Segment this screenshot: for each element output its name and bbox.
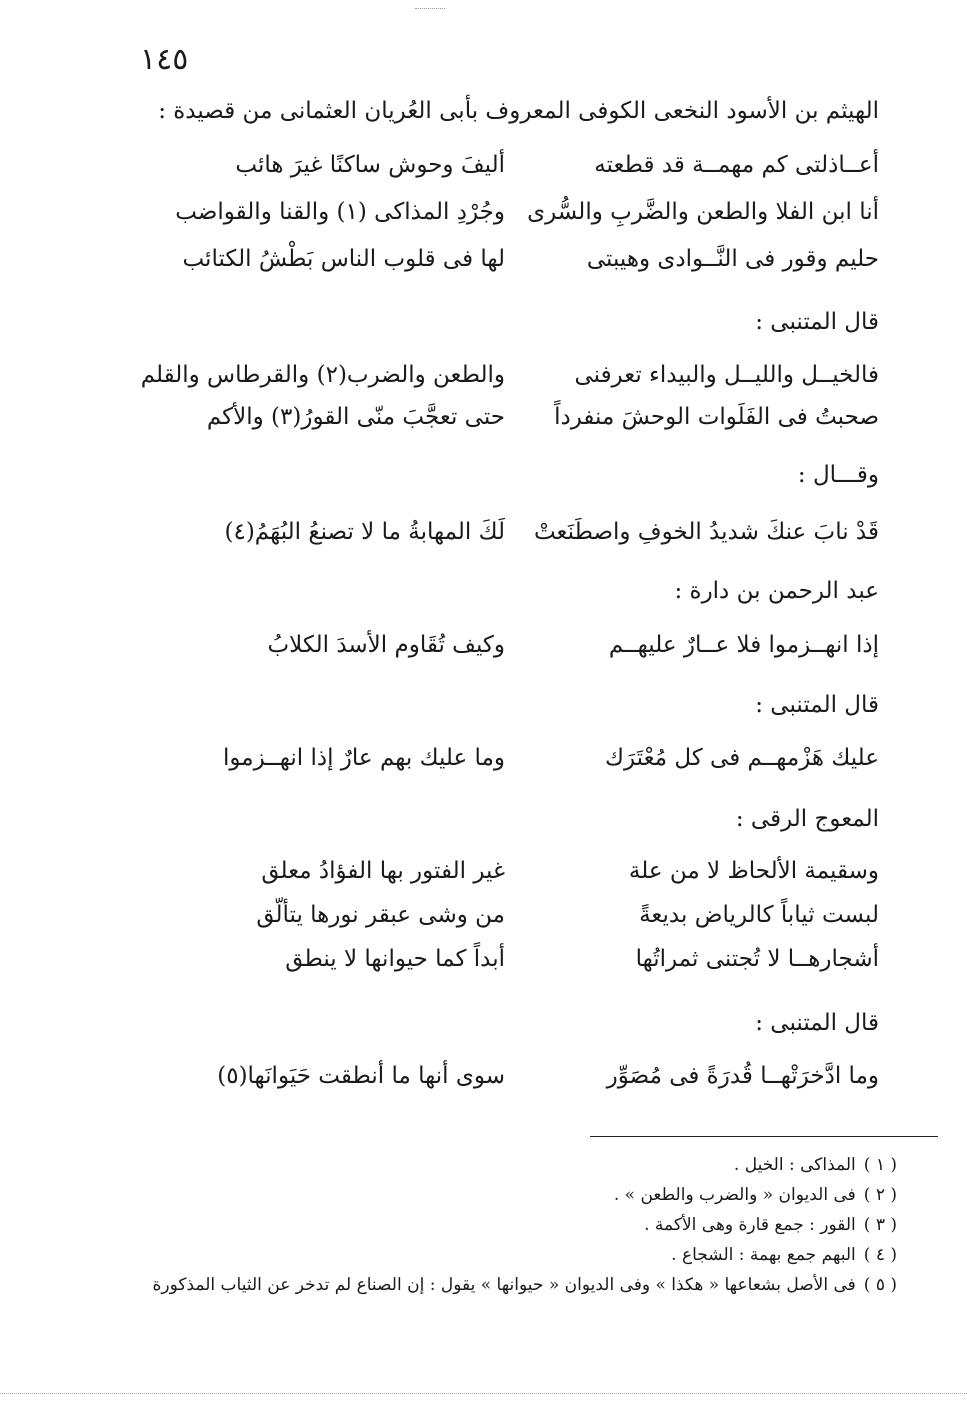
verse-line: [0, 902, 967, 942]
footnote-number: ( ٣ ): [863, 1215, 897, 1235]
verse-line: [0, 858, 967, 898]
footnote-text: القور : جمع قارة وهى الأكمة .: [644, 1215, 856, 1235]
footnote-separator: [590, 1136, 938, 1137]
verse-line: [0, 745, 967, 785]
section-heading: المعوج الرقى :: [735, 806, 879, 832]
footnote-text: فى الأصل بشعاعها « هكذا » وفى الديوان « حيوانها » يقول : إن الصناع لم تدخر عن الثياب المذكورة: [152, 1275, 856, 1295]
footnote-number: ( ٤ ): [863, 1245, 897, 1265]
second-hemistich: وجُرْدِ المذاكى (١) والقنا والقواضب: [175, 199, 505, 225]
first-hemistich: حليم وقور فى النَّــوادى وهيبتى: [586, 246, 879, 272]
section-heading: قال المتنبى :: [755, 309, 879, 335]
second-hemistich: غير الفتور بها الفؤادُ معلق: [261, 858, 505, 884]
section-heading: قال المتنبى :: [755, 1010, 879, 1036]
second-hemistich: أليفَ وحوش ساكنًا غيرَ هائب: [235, 152, 505, 178]
verse-line: [0, 199, 967, 239]
second-hemistich: وما عليك بهم عارٌ إذا انهــزموا: [223, 745, 505, 771]
first-hemistich: وسقيمة الألحاظ لا من علة: [628, 858, 879, 884]
first-hemistich: لبست ثياباً كالرياض بديعةً: [639, 902, 879, 928]
footnote: [97, 1270, 897, 1300]
footnote: [97, 1240, 897, 1270]
first-hemistich: فالخيــل والليــل والبيداء تعرفنى: [574, 362, 879, 388]
first-hemistich: قَدْ نابَ عنكَ شديدُ الخوفِ واصطَنَعتْ: [533, 519, 879, 545]
footnote-text: فى الديوان « والضرب والطعن » .: [613, 1185, 856, 1205]
second-hemistich: وكيف تُقَاوم الأسدَ الكلابُ: [267, 632, 505, 658]
second-hemistich: سوى أنها ما أنطقت حَيَوانَها(٥): [217, 1063, 505, 1089]
scan-edge-mark: [0, 1393, 967, 1394]
footnote: [97, 1150, 897, 1180]
footnote-text: المذاكى : الخيل .: [733, 1155, 856, 1175]
verse-line: [0, 632, 967, 672]
first-hemistich: صحبتُ فى الفَلَوات الوحشَ منفرداً: [554, 404, 879, 430]
first-hemistich: إذا انهــزموا فلا عــارٌ عليهــم: [608, 632, 879, 658]
first-hemistich: أعــاذلتى كم مهمــة قد قطعته: [594, 152, 879, 178]
first-hemistich: وما ادَّخرَتْهــا قُدرَةً فى مُصَوِّر: [606, 1063, 879, 1089]
second-hemistich: لَكَ المهابةُ ما لا تصنعُ البُهَمُ(٤): [224, 519, 505, 545]
first-hemistich: عليك هَزْمهــم فى كل مُعْتَرَك: [605, 745, 879, 771]
footnote: [97, 1180, 897, 1210]
second-hemistich: حتى تعجَّبَ منّى القورُ(٣) والأكم: [206, 404, 505, 430]
footnotes: [97, 1150, 897, 1300]
scan-edge-mark: [415, 0, 445, 9]
footnote-number: ( ٢ ): [863, 1185, 897, 1205]
section-heading: وقـــال :: [797, 462, 879, 488]
second-hemistich: أبداً كما حيوانها لا ينطق: [285, 946, 505, 972]
verse-line: [0, 362, 967, 402]
page-number: ١٤٥: [140, 42, 189, 77]
first-hemistich: أنا ابن الفلا والطعن والضَّربِ والسُّرى: [527, 199, 879, 225]
footnote-text: البهم جمع بهمة : الشجاع .: [671, 1245, 856, 1265]
footnote-number: ( ٥ ): [863, 1275, 897, 1295]
first-hemistich: أشجارهــا لا تُجتنى ثمراتُها: [635, 946, 879, 972]
verse-line: [0, 1063, 967, 1103]
section-heading: عبد الرحمن بن دارة :: [674, 578, 879, 604]
verse-line: [0, 404, 967, 444]
verse-line: [0, 946, 967, 986]
section-heading: قال المتنبى :: [755, 692, 879, 718]
footnote: [97, 1210, 897, 1240]
second-hemistich: والطعن والضرب(٢) والقرطاس والقلم: [140, 362, 505, 388]
verse-line: [0, 152, 967, 192]
second-hemistich: لها فى قلوب الناس بَطْشُ الكتائب: [182, 246, 505, 272]
footnote-number: ( ١ ): [863, 1155, 897, 1175]
verse-line: [0, 519, 967, 559]
second-hemistich: من وشى عبقر نورها يتألّق: [256, 902, 505, 928]
verse-line: [0, 246, 967, 286]
intro-line: الهيثم بن الأسود النخعى الكوفى المعروف بأبى العُريان العثمانى من قصيدة :: [158, 98, 879, 124]
